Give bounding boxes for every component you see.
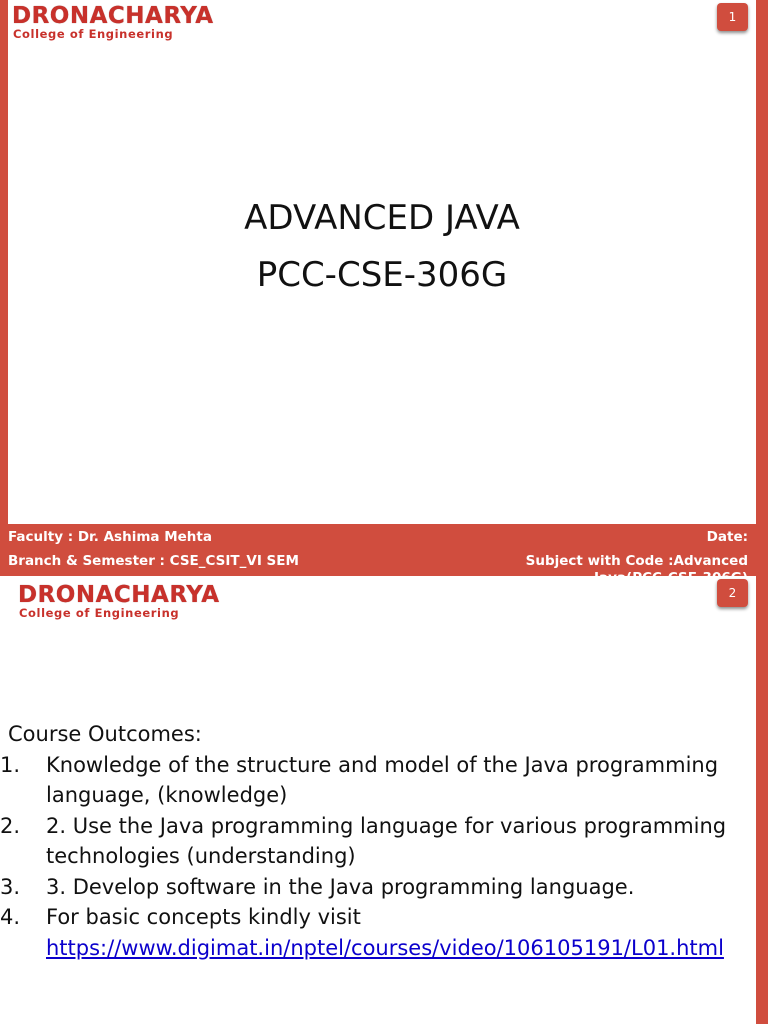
college-logo	[12, 5, 214, 41]
footer-subject: Subject with Code :Advanced	[525, 553, 748, 569]
nptel-course-link[interactable]: https://www.digimat.in/nptel/courses/video/106105191/L01.html	[46, 935, 724, 960]
page-number-badge: 1	[717, 3, 748, 31]
outcome-text: For basic concepts kindly visit	[46, 905, 361, 929]
slide-2	[0, 576, 768, 1024]
footer-date: Date:	[706, 529, 748, 545]
list-number: 3.	[0, 874, 21, 899]
list-number: 2.	[0, 813, 21, 838]
outcome-text: Knowledge of the structure and model of the Java programming language, (knowledge)	[46, 752, 719, 807]
logo-main-text: DRONACHARYA	[12, 3, 214, 29]
footer-faculty: Faculty : Dr. Ashima Mehta	[8, 529, 212, 545]
outcomes-list	[0, 750, 748, 964]
title-line-code: PCC-CSE-306G	[256, 255, 508, 295]
footer-branch-semester: Branch & Semester : CSE_CSIT_VI SEM	[8, 553, 299, 569]
page-number-badge: 2	[717, 579, 748, 607]
slide-frame-right	[756, 576, 768, 1024]
logo-sub-text: College of Engineering	[19, 606, 180, 620]
outcome-text: 3. Develop software in the Java programming language.	[46, 874, 635, 899]
slide-frame-left	[0, 0, 8, 576]
course-outcomes	[0, 719, 748, 963]
logo-main-text: DRONACHARYA	[18, 582, 220, 608]
list-item	[0, 750, 748, 811]
outcome-text: 2. Use the Java programming language for various programming technologies (understanding)	[46, 813, 727, 868]
outcomes-heading: Course Outcomes:	[8, 722, 202, 746]
slide-title	[8, 190, 756, 304]
list-number: 4.	[0, 905, 21, 929]
list-item	[0, 872, 748, 903]
slide-footer	[0, 524, 768, 576]
title-line-course: ADVANCED JAVA	[244, 198, 520, 238]
college-logo	[18, 584, 220, 620]
slide-frame-right	[756, 0, 768, 576]
list-item	[0, 902, 748, 963]
logo-sub-text: College of Engineering	[13, 27, 174, 41]
list-number: 1.	[0, 752, 21, 777]
list-item	[0, 811, 748, 872]
